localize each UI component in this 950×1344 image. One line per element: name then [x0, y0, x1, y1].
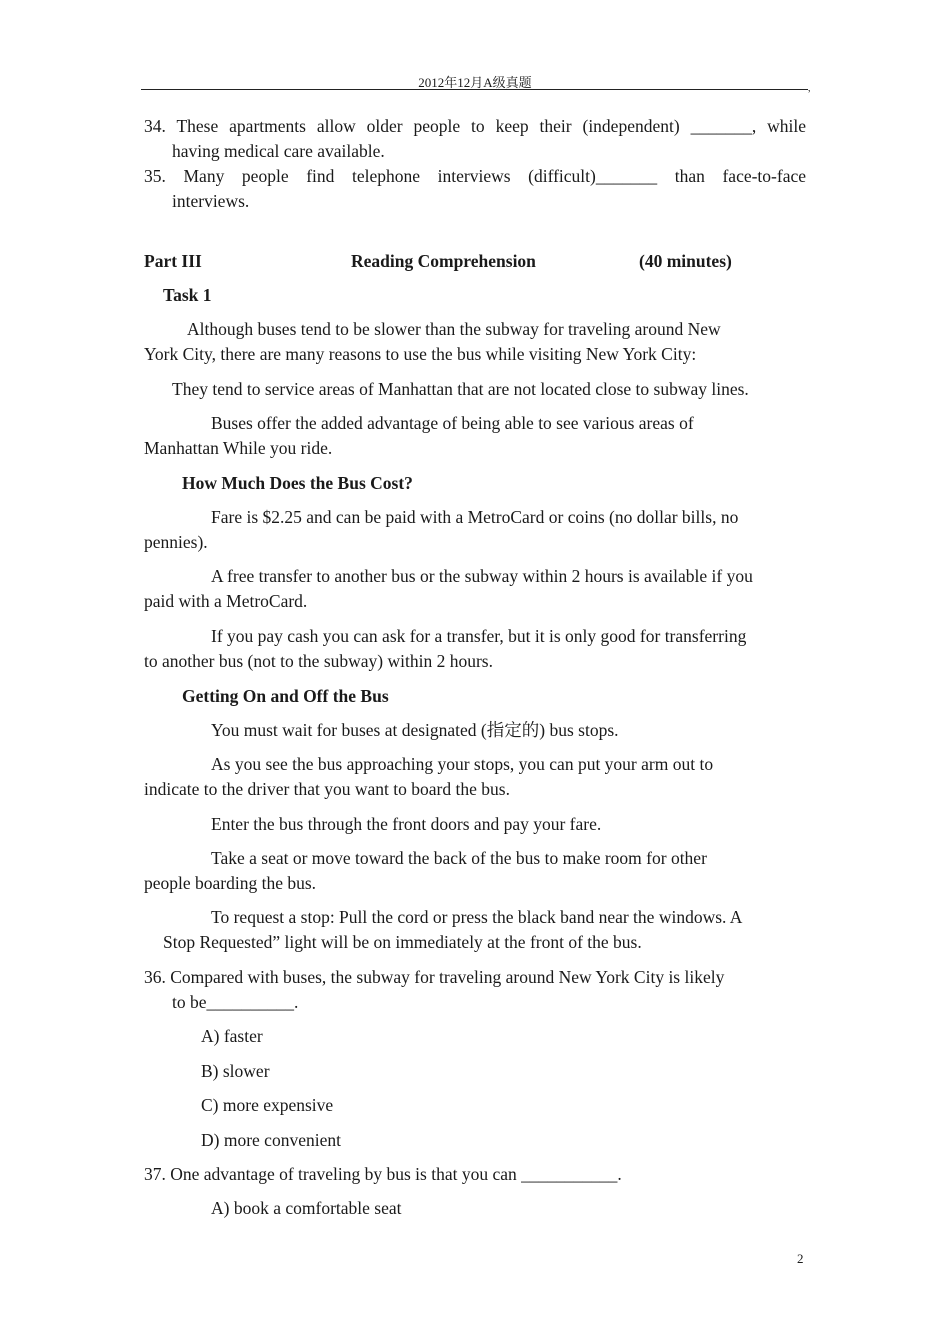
- question-36-option-c: C) more expensive: [201, 1095, 334, 1115]
- passage-p1-line1: Although buses tend to be slower than the subway for traveling around New: [187, 319, 721, 339]
- passage-p5-line1: A free transfer to another bus or the subway within 2 hours is available if you: [211, 566, 753, 586]
- passage-p4-line2: pennies).: [144, 532, 208, 552]
- passage-p10-line1: Take a seat or move toward the back of the bus to make room for other: [211, 848, 707, 868]
- page-header-title: 2012年12月A级真题: [418, 75, 532, 90]
- passage-p6-line2: to another bus (not to the subway) within 2 hours.: [144, 651, 493, 671]
- section-heading-boarding: Getting On and Off the Bus: [182, 686, 389, 706]
- passage-p3-line1: Buses offer the added advantage of being able to see various areas of: [211, 413, 694, 433]
- page-number: 2: [797, 1251, 804, 1266]
- question-36-line1: 36. Compared with buses, the subway for traveling around New York City is likely: [144, 967, 725, 987]
- task-heading: Task 1: [163, 285, 212, 305]
- question-36-line2: to be__________.: [172, 992, 299, 1012]
- part-time: (40 minutes): [639, 251, 732, 271]
- part-title: Reading Comprehension: [351, 251, 536, 271]
- question-37-line1: 37. One advantage of traveling by bus is that you can ___________.: [144, 1164, 622, 1184]
- question-35-line2: interviews.: [172, 191, 250, 211]
- passage-p9: Enter the bus through the front doors and pay your fare.: [211, 814, 602, 834]
- passage-p10-line2: people boarding the bus.: [144, 873, 317, 893]
- passage-p2: They tend to service areas of Manhattan that are not located close to subway lines.: [172, 379, 749, 399]
- passage-p8-line1: As you see the bus approaching your stops, you can put your arm out to: [211, 754, 714, 774]
- passage-p1-line2: York City, there are many reasons to use the bus while visiting New York City:: [144, 344, 697, 364]
- header-rule: [141, 89, 808, 90]
- header-mark: ,: [808, 83, 811, 94]
- question-34-line1: 34. These apartments allow older people to keep their (independent) _______, while: [144, 116, 806, 136]
- question-37-option-a: A) book a comfortable seat: [211, 1198, 402, 1218]
- passage-p11-line2: Stop Requested” light will be on immediately at the front of the bus.: [163, 932, 642, 952]
- question-36-option-a: A) faster: [201, 1026, 263, 1046]
- passage-p5-line2: paid with a MetroCard.: [144, 591, 308, 611]
- part-label: Part III: [144, 251, 202, 271]
- passage-p7: You must wait for buses at designated (指定的) bus stops.: [211, 720, 619, 740]
- passage-p11-line1: To request a stop: Pull the cord or press the black band near the windows. A: [211, 907, 743, 927]
- question-35-line1: 35. Many people find telephone interviews (difficult)_______ than face-to-face: [144, 166, 806, 186]
- passage-p4-line1: Fare is $2.25 and can be paid with a MetroCard or coins (no dollar bills, no: [211, 507, 739, 527]
- question-36-option-d: D) more convenient: [201, 1130, 341, 1150]
- passage-p3-line2: Manhattan While you ride.: [144, 438, 333, 458]
- passage-p6-line1: If you pay cash you can ask for a transfer, but it is only good for transferring: [211, 626, 747, 646]
- passage-p8-line2: indicate to the driver that you want to board the bus.: [144, 779, 510, 799]
- question-36-option-b: B) slower: [201, 1061, 270, 1081]
- section-heading-cost: How Much Does the Bus Cost?: [182, 473, 413, 493]
- question-34-line2: having medical care available.: [172, 141, 385, 161]
